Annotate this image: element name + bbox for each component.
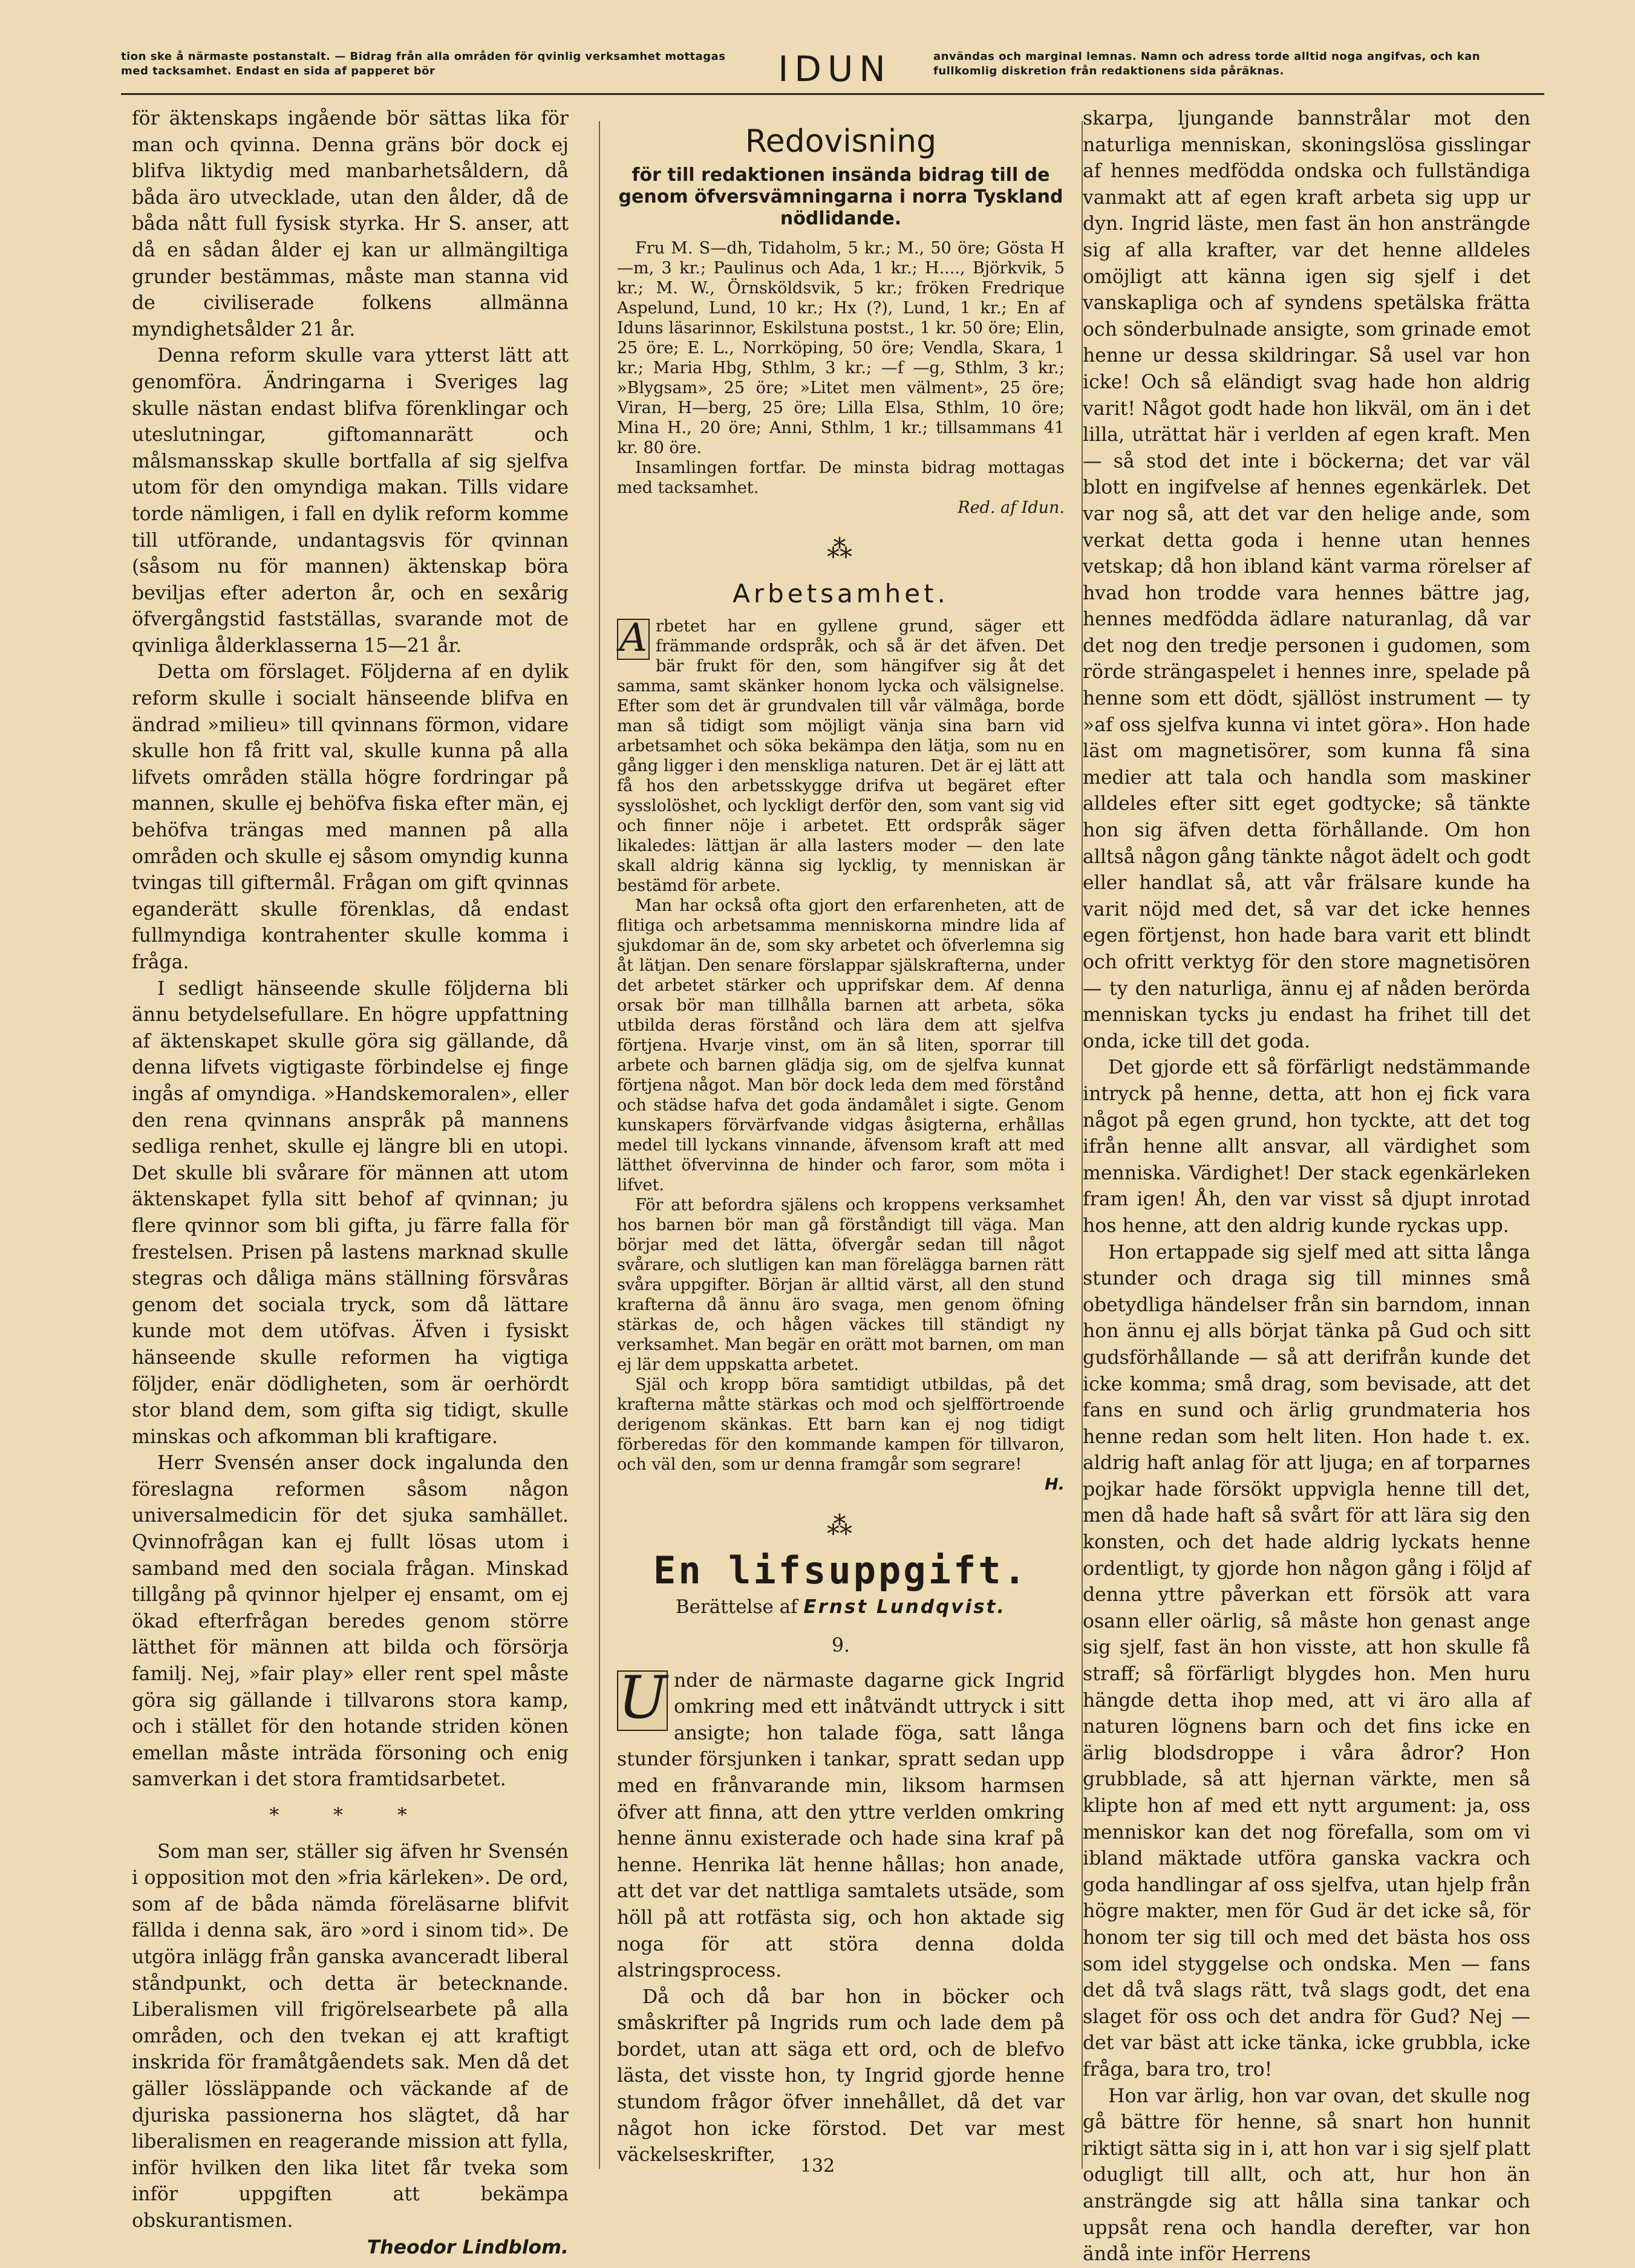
ornament-icon: ⁂	[827, 534, 855, 564]
drop-cap: U	[618, 1663, 667, 1732]
ornament-icon: ⁂	[827, 1511, 855, 1541]
page-number: 132	[800, 2156, 835, 2177]
masthead	[121, 50, 1544, 95]
paragraph: Då och då bar hon in böcker och småskrifter på Ingrids rum och lade dem på bordet, utan att säga ett ord, och de blefvo lästa, det visste hon, ty Ingrid gjorde henne stundom frågor öfver innehållet, då det var något hon icke förstod. Det var mest väckelseskrifter,	[617, 1986, 1065, 2166]
author-signature: H.	[1045, 1475, 1065, 1494]
paragraph: U nder de närmaste dagarne gick Ingrid omkring med ett inåtvändt uttryck i sitt ansigte; hon talade föga, satt långa stunder försjunken i tankar, spratt sedan upp med en frånvarande min, liksom harmsen öfver att finna, att den yttre verlden omkring henne ännu existerade och hade sina kraf på henne. Henrika lät henne hållas; hon anade, att det var det nattliga samtalets utsäde, som höll på att rotfästa sig, och hon aktade sig noga för att störa denna dolda alstringsprocess.	[617, 1663, 1065, 1982]
masthead-notice-right: användas och marginal lemnas. Namn och adress torde alltid noga angifvas, och kan fullkomlig diskretion från redaktionens sida påräknas.	[933, 50, 1481, 77]
paragraph: Detta om förslaget. Följderna af en dylik reform skulle i socialt hänseende blifva en ändrad »milieu» till qvinnans förmon, vidare skulle hon få fritt val, skulle kunna på alla lifvets områden ställa högre fordringar på mannen, skulle ej behöfva fiska efter män, ej behöfva trängas med mannen på alla områden och skulle ej såsom omyndig kunna tvingas till giftermål. Frågan om gift qvinnas eganderätt skulle förenklas, då endast fullmyndiga kontrahenter skulle komma i fråga.	[132, 661, 569, 973]
column-left	[132, 106, 569, 2258]
paragraph: Hon ertappade sig sjelf med att sitta långa stunder och draga sig till minnes små obetydliga händelser från sin barndom, innan hon ännu ej alls börjat tänka på Gud och sitt gudsförhållande — så att derifrån kunde det icke komma; små drag, som bevisade, att det fans en sund och ärlig grundmateria hos henne redan som helt liten. Hon hade t. ex. aldrig haft anlag för att ljuga; en af torparnes pojkar hade försökt uppvigla henne till det, men då hade haft så svårt för att lära sig den konsten, och det hade aldrig lyckats henne ordentligt, ty gjorde hon någon gång i följd af denna yttre påverkan ett försök att vara osann eller oärlig, så måste hon genast ange sig sjelf, fast än hon visste, att hon skulle få straff; så förfärligt blygdes hon. Men huru hängde detta ihop med, att vi äro alla af naturen lögnens barn och det fins icke en ärlig blodsdroppe i våra ådror? Hon grubblade, så att hjernan värkte, men så klipte hon af med ett nytt argument: ja, oss menniskor kan det nog förefalla, som om vi ibland mäktade utföra ganska vackra och goda handlingar af oss sjelfva, utan hjelp från högre makter, men för Gud är det icke så, för honom ter sig till och med det bästa hos oss som idel styggelse och ondska. Men — fans det då två slags rätt, två slags godt, det ena slaget för oss och det andra för Gud? Nej — det var bäst att icke tänka, icke grubbla, icke fråga, bara tro, tro!	[1083, 1241, 1530, 2081]
column-middle	[599, 121, 1083, 2169]
editor-signature: Red. af Idun.	[958, 498, 1065, 517]
story-byline: Berättelse af Ernst Lundqvist.	[675, 1596, 1007, 1618]
paragraph: A rbetet har en gyllene grund, säger ett främmande ordspråk, och så är det äfven. Det bär frukt för den, som hängifver sig åt det samma, samt skänker honom lycka och välsignelse. Efter som det är grundvalen till vår välmåga, borde man så tidigt som möjligt vänja sina barn vid arbetsamhet och söka bekämpa den lätja, som nu en gång ligger i den menskliga naturen. Det är ej lätt att få hos den arbetsskygge drifva ut begäret efter sysslolöshet, och lyckligt derför den, som vant sig vid och finner nöje i arbetet. Ett ordspråk säger likaledes: lättjan är alla lasters moder — den late skall aldrig känna sig lycklig, ty menniskan är bestämd för arbete.	[617, 616, 1065, 896]
paragraph: Herr Svensén anser dock ingalunda den föreslagna reformen såsom någon universalmedicin för det sjuka samhället. Qvinnofrågan kan ej fullt lösas utom i samband med den sociala frågan. Minskad tillgång på qvinnor hjelper ej ensamt, om ej ökad efterfrågan beredes genom större lätthet för männen att bilda och försörja familj. Nej, »fair play» eller rent spel måste göra sig gällande i tillvarons stora kamp, och i stället för den hotande striden könen emellan måste inträda försoning och enig samverkan i det stora framtidsarbetet.	[132, 1452, 569, 1791]
masthead-notice-left: tion ske å närmaste postanstalt. — Bidrag från alla områden för qvinlig verksamhet mottagas med tacksamhet. Endast en sida af papperet bör	[121, 50, 726, 77]
story-title: En lifsuppgift.	[653, 1548, 1028, 1592]
article-heading: Arbetsamhet.	[733, 578, 949, 608]
author-name: Ernst Lundqvist.	[803, 1596, 1007, 1618]
section-subheading: för till redaktionen insända bidrag till de genom öfversvämningarna i norra Tyskland nödlidande.	[618, 165, 1063, 229]
paragraph: skarpa, ljungande bannstrålar mot den naturliga menniskan, skoningslösa gisslingar af hennes medfödda ondska och fullständiga vanmakt att af egen kraft arbeta sig upp ur dyn. Ingrid läste, men fast än hon ansträngde sig af alla krafter, var det henne alldeles omöjligt att känna igen sig sjelf i det vanskapliga och af syndens spetälska frätta och sönderbulnade ansigte, som grinade emot henne ur dessa skildringar. Så usel var hon icke! Och så eländigt svag hade hon aldrig varit! Något godt hade hon likväl, om än i det lilla, uträttat här i verlden af egen kraft. Men — så stod det inte i böckerna; det var väl blott en ingifvelse af hennes egenkärlek. Det var nog så, att det var den helige ande, som verkat detta goda i henne utan hennes vetskap; då hon ibland känt varma rörelser af hvad hon trodde vara hennes bättre jag, hennes medfödda ädlare naturanlag, då var det nog den tredje personen i gudomen, som rörde strängaspelet i hennes inre, spelade på henne som ett dödt, själlöst instrument — ty »af oss sjelfva kunna vi intet göra». Hon hade läst om magnetisörer, som kunna få sina medier att tala och handla som maskiner alldeles efter sitt eget godtycke; så tänkte hon sig äfven detta förhållande. Om hon alltså någon gång tänkte något ädelt och godt eller handlat så, att vår frälsare kunde ha varit nöjd med det, så var det icke hennes egen förtjenst, hon hade bara varit ett blindt och ofritt verktyg för den store magnetisören — ty den naturliga, ännu ej af nåden berörda menniskan tycks ju endast ha frihet till det onda, icke till det goda.	[1083, 108, 1530, 1052]
paragraph: Man har också ofta gjort den erfarenheten, att de flitiga och arbetsamma menniskorna mindre lida af sjukdomar än de, som sky arbetet och öfverlemna sig åt lätjan. Den senare förslappar själskrafterna, under det arbetet stärker och upprifskar dem. Af denna orsak bör man tillhålla barnen att arbeta, söka utbilda deras förstånd och lära dem att sjelfva förtjena. Hvarje vinst, om än så liten, sporrar till arbete och barnen glädja sig, om de sjelfva kunnat förtjena något. Man bör dock leda dem med förstånd och städse hafva det goda ändamålet i sigte. Genom kunskapers förvärfvande vidgas åsigterna, erhållas medel till lyckans vinnande, äfvensom kraft att med lätthet öfvervinna de hinder och faror, som möta i lifvet.	[617, 896, 1065, 1195]
section-heading: Redovisning	[745, 123, 937, 160]
chapter-number: 9.	[831, 1634, 850, 1657]
section-divider-stars: * * *	[269, 1805, 431, 1826]
donation-closing: Insamlingen fortfar. De minsta bidrag mottagas med tacksamhet.	[617, 458, 1065, 497]
paragraph: Som man ser, ställer sig äfven hr Svensén i opposition mot den »fria kärleken». De ord, som af de båda nämda föreläsarne blifvit fällda i denna sak, äro »ord i sinom tid». De utgöra inlägg från ganska avanceradt liberal ståndpunkt, och detta är betecknande. Liberalismen vill frigörelsearbete på alla områden, och den tvekan ej att kraftigt inskrida för framåtgåendets sak. Men då det gäller lössläppande och väckande af de djuriska passionerna hos slägtet, då har liberalismen en reagerande mission att fylla, inför hvilken den lika litet får tveka som inför uppgiften att bekämpa obskurantismen.	[132, 1840, 569, 2232]
paragraph: Själ och kropp böra samtidigt utbildas, på det krafterna måtte stärkas och mod och sjelfförtroende derigenom skänkas. Ett barn kan ej nog tidigt förberedas för den kommande kampen för tillvaron, och väl den, som ur denna framgår som segrare!	[617, 1375, 1065, 1475]
paragraph: Det gjorde ett så förfärligt nedstämmande intryck på henne, detta, att hon ej fick vara något på egen grund, hon tyckte, att det tog ifrån henne allt ansvar, all värdighet som menniska. Värdighet! Der stack egenkärleken fram igen! Åh, den var visst så djupt inrotad hos henne, att den aldrig kunde ryckas upp.	[1083, 1057, 1530, 1237]
masthead-title: IDUN	[778, 48, 892, 90]
paragraph: För att befordra själens och kroppens verksamhet hos barnen bör man gå förståndigt till väga. Man börjar med det lätta, öfvergår sedan till något svårare, och slutligen kan man förelägga barnen rätt svåra uppgifter. Början är alltid värst, all den stund krafterna då ännu äro svaga, men genom öfning stärkas de, och hågen väckes till ständigt ny verksamhet. Man begär en orätt mot barnen, om man ej lär dem uppskatta arbetet.	[617, 1196, 1065, 1375]
paragraph: för äktenskaps ingående bör sättas lika för man och qvinna. Denna gräns bör dock ej blifva liktydig med manbarhetsåldern, då båda äro utvecklade, utan den ålder, då de båda nått full fysisk styrka. Hr S. anser, att då en sådan ålder ej kan ur allmängiltiga grunder bestämmas, måste man stanna vid de civiliserade folkens allmänna myndighetsålder 21 år.	[132, 108, 569, 341]
drop-cap: A	[617, 619, 650, 660]
paragraph: I sedligt hänseende skulle följderna bli ännu betydelsefullare. En högre uppfattning af äktenskapet skulle göra sig gällande, då denna lifvets vigtigaste förbindelse ej finge ingås af omyndiga. »Handskemoralen», eller den rena qvinnans anspråk på mannens sedliga renhet, skulle ej längre bli en utopi. Det skulle bli svårare för männen att utom äktenskapet fylla sitt behof af qvinnan; ju flere qvinnor som bli gifta, ju färre falla för frestelsen. Prisen på lastens marknad skulle stegras och dåliga mäns ställning försvåras genom det sociala tryck, som då lättare kunde mot dem utöfvas. Äfven i fysiskt hänseende skulle reformen ha vigtiga följder, enär dödligheten, som är oerhördt stor bland dem, som gifta sig tidigt, skulle minskas och afkomman bli kraftigare.	[132, 977, 569, 1448]
paragraph: Hon var ärlig, hon var ovan, det skulle nog gå bättre för henne, så snart hon hunnit riktigt sätta sig in i, att hon var i sig sjelf platt odugligt till allt, och att, hur hon än ansträngde sig att hålla sina tankar och uppsåt rena och handla derefter, var hon ändå inte inför Herrens	[1083, 2085, 1530, 2266]
donation-list: Fru M. S—dh, Tidaholm, 5 kr.; M., 50 öre; Gösta H—m, 3 kr.; Paulinus och Ada, 1 kr.; H...., Björkvik, 5 kr.; M. W., Örnsköldsvik, 5 kr.; fröken Fredrique Aspelund, Lund, 10 kr.; Hx (?), Lund, 1 kr.; En af Iduns läsarinnor, Eskilstuna postst., 1 kr. 50 öre; Elin, 25 öre; E. L., Norrköping, 50 öre; Vendla, Skara, 1 kr.; Maria Hbg, Sthlm, 3 kr.; —f —g, Sthlm, 3 kr.; »Blygsam», 25 öre; »Litet men välment», 25 öre; Viran, H—berg, 25 öre; Lilla Elsa, Sthlm, 10 öre; Mina H., 20 öre; Anni, Sthlm, 1 kr.; tillsammans 41 kr. 80 öre.	[617, 239, 1065, 457]
paragraph: Denna reform skulle vara ytterst lätt att genomföra. Ändringarna i Sveriges lag skulle nästan endast blifva förenklingar och uteslutningar, giftomannarätt och målsmansskap skulle bortfalla af sig sjelfva utom för den omyndiga makan. Tills vidare torde nämligen, i fall en dylik reform komme till utförande, undantagsvis för qvinnan (såsom nu för mannen) äktenskap böra beviljas efter aderton år, och en sexårig öfvergångstid fastställas, svarande mot de qvinliga ålderklasserna 15—21 år.	[132, 345, 569, 657]
author-signature: Theodor Lindblom.	[367, 2236, 569, 2258]
column-right	[1083, 106, 1530, 2266]
